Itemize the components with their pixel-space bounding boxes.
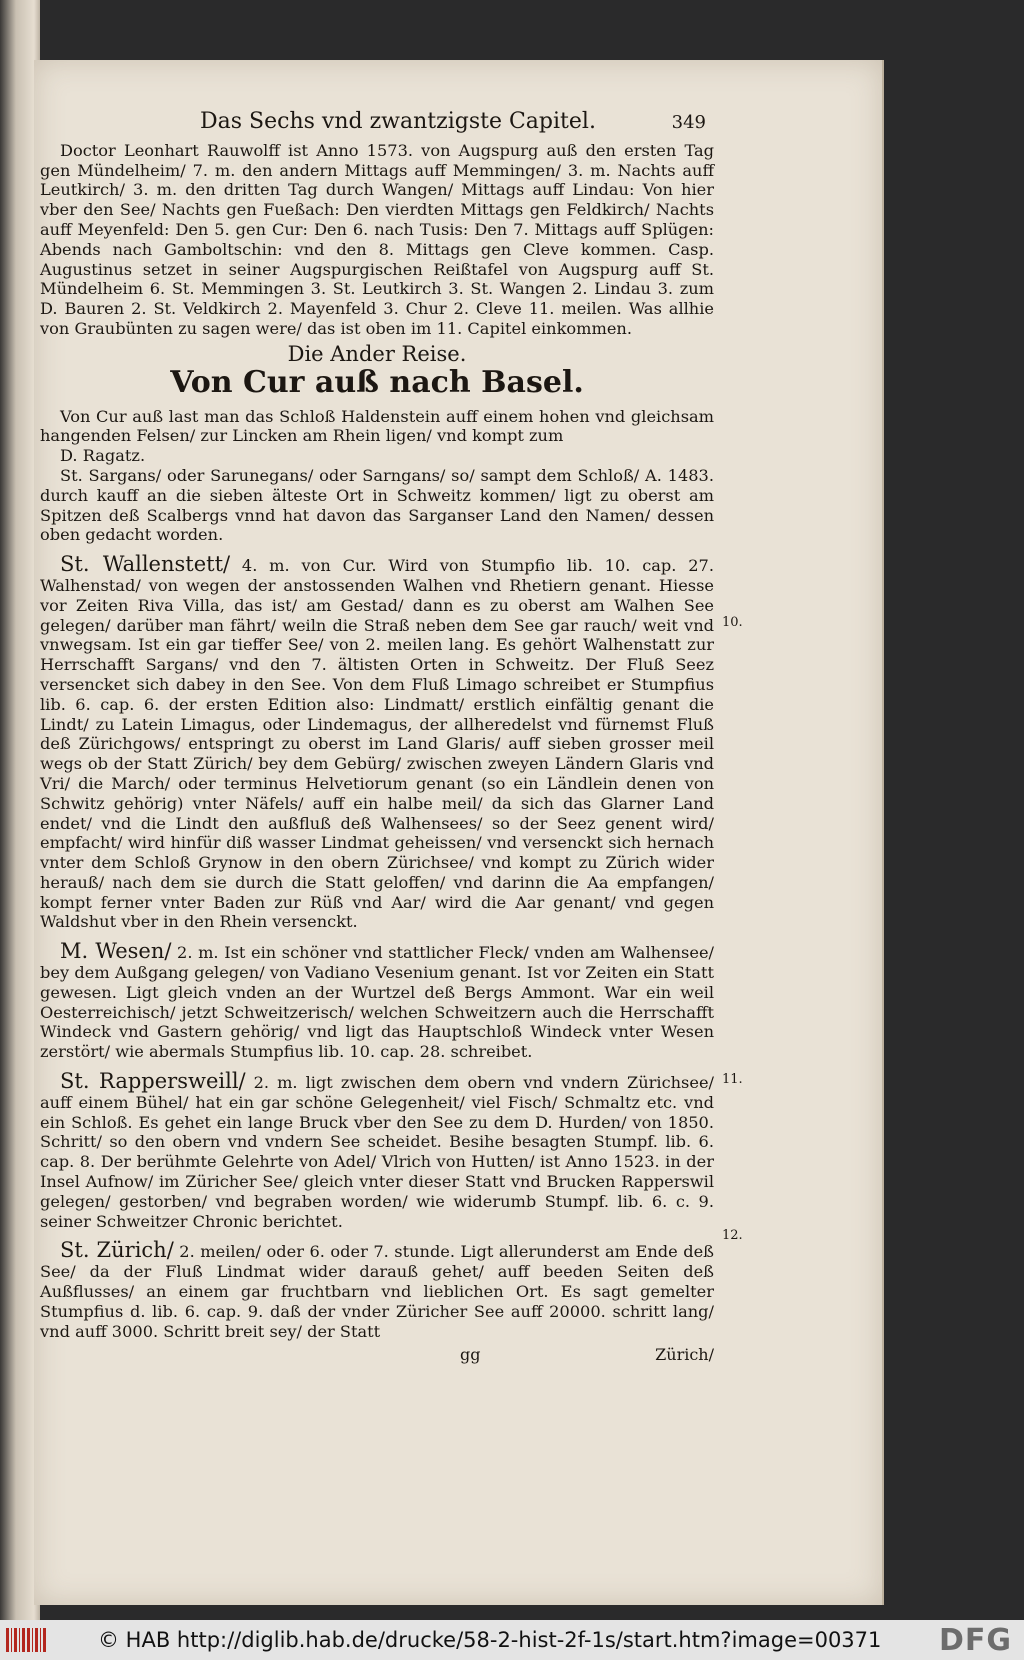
- text-zurich: 2. meilen/ oder 6. oder 7. stunde. Ligt allerunderst am Ende deß See/ da der Fluß Lindmat wider darauß gehet/ auff beeden Seiten deß Außflusses/ an einem gar fruchtbarn vnd lieblichen Ort. Es sagt gemelter Stumpfius d. lib. 6. cap. 9. daß der vnder Züricher See auff 20000. schritt lang/ vnd auff 3000. Schritt breit sey/ der Statt: [40, 1242, 714, 1341]
- text-wallenstatt: 4. m. von Cur. Wird von Stumpfio lib. 10. cap. 27. Walhenstad/ von wegen der anstossenden Walhen vnd Rhetiern genant. Hiesse vor Zeiten Riva Villa, das ist/ am Gestad/ dann es zu oberst am Walhen See gelegen/ darüber man fährt/ weiln die Straß neben dem See gar rauch/ weit vnd vnwegsam. Ist ein gar tieffer See/ von 2. meilen lang. Es gehört Walhenstatt zur Herrschafft Sargans/ vnd den 7. ältisten Orten in Schweitz. Der Fluß Seez versencket sich dabey in den See. Von dem Fluß Limago schreibet er Stumpfius lib. 6. cap. 6. der ersten Edition also: Lindmatt/ erstlich einfältig genant die Lindt/ zu Latein Limagus, oder Lindemagus, der allheredelst vnd fürnemst Fluß deß Zürichgows/ entspringt zu oberst im Land Glaris/ auff sieben grosser meil wegs ob der Statt Zürich/ bey dem Gebürg/ zwischen zweyen Ländern Glaris vnd Vri/ die March/ oder terminus Helvetiorum genant (so ein Ländlein denen von Schwitz gehörig) vnter Näfels/ auff ein halbe meil/ da sich das Glarner Land endet/ vnd die Lindt den außfluß deß Walhensees/ so der Seez genent wird/ empfacht/ wird hinfür diß wasser Lindmat geheissen/ vnd versenckt sich hernach vnter dem Schloß Grynow in den obern Zürichsee/ vnd kompt zu Zürich wider herauß/ nach dem sie durch die Statt geloffen/ vnd darinn die Aa empfangen/ kompt ferner vnter Baden zur Rüß vnd Aar/ wird die Aar genant/ vnd gegen Waldshut vber in den Rhein versenckt.: [40, 556, 714, 932]
- paragraph-wesen: [40, 939, 714, 1062]
- page-footer-line: [40, 1345, 714, 1365]
- margin-number-11: 11.: [722, 1072, 743, 1087]
- text-rapperswil: 2. m. ligt zwischen dem obern vnd vndern Zürichsee/ auff einem Bühel/ hat ein gar schöne Gelegenheit/ viel Fisch/ Schmaltz etc. vnd ein Schloß. Es gehet ein lange Bruck vber den See zu dem D. Hurden/ von 1850. Schritt/ so den obern vnd vndern See scheidet. Besihe besagten Stumpf. lib. 6. cap. 8. Der berühmte Gelehrte von Adel/ Vlrich von Hutten/ ist Anno 1523. in der Insel Aufnow/ im Züricher See/ gleich vnter dieser Statt vnd Brucken Rapperswil gelegen/ gestorben/ vnd begraben worden/ wie widerumb Stumpf. lib. 6. c. 9. seiner Schweitzer Chronic berichtet.: [40, 1073, 714, 1231]
- page-number: 349: [671, 112, 706, 133]
- place-name-wesen: M. Wesen/: [60, 939, 172, 964]
- place-name-zurich: St. Zürich/: [60, 1238, 174, 1263]
- paragraph-sargans: St. Sargans/ oder Sarunegans/ oder Sarngans/ so/ sampt dem Schloß/ A. 1483. durch kauff an die sieben älteste Ort in Schweitz kommen/ ligt zu oberst am Spitzen deß Scalbergs vnnd hat davon das Sarganser Land den Namen/ dessen oben gedacht worden.: [40, 465, 714, 545]
- hab-logo-icon: [6, 1628, 46, 1652]
- paragraph-zurich: [40, 1238, 714, 1341]
- route-heading: Von Cur auß nach Basel.: [170, 364, 584, 400]
- paragraph-rapperswil: [40, 1069, 714, 1231]
- signature-mark: gg: [460, 1345, 481, 1365]
- margin-number-12: 12.: [722, 1228, 743, 1243]
- place-name-rapperswil: St. Rappersweill/: [60, 1069, 246, 1094]
- margin-number-10: 10.: [722, 615, 743, 630]
- chapter-title: Das Sechs vnd zwantzigste Capitel.: [200, 109, 596, 134]
- paragraph-ragatz: D. Ragatz.: [60, 446, 146, 466]
- viewer-footer: [0, 1620, 1024, 1660]
- page-text: [40, 109, 714, 1365]
- place-name-wallenstatt: St. Wallenstett/: [60, 552, 231, 577]
- text-wesen: 2. m. Ist ein schöner vnd stattlicher Fleck/ vnden am Walhensee/ bey dem Außgang gelegen/ von Vadiano Vesenium genant. Ist vor Zeiten ein Statt gewesen. Ligt gleich vnden an der Wurtzel deß Bergs Ammont. War ein weil Oesterreichisch/ jetzt Schweitzerisch/ welchen Schweitzern auch die Herrschafft Windeck vnd Gastern gehörig/ vnd ligt das Hauptschloß Windeck vnter Wesen zerstört/ wie abermals Stumpfius lib. 10. cap. 28. schreibet.: [40, 943, 714, 1062]
- dfg-logo: DFG: [938, 1623, 1012, 1658]
- copyright-link[interactable]: © HAB http://diglib.hab.de/drucke/58-2-hist-2f-1s/start.htm?image=00371: [98, 1628, 882, 1652]
- catchword: Zürich/: [655, 1345, 714, 1365]
- section-heading: Die Ander Reise.: [287, 341, 467, 366]
- running-head: [40, 109, 714, 134]
- paragraph-wallenstatt: [40, 552, 714, 932]
- paragraph-cur: Von Cur auß last man das Schloß Haldenstein auff einem hohen vnd gleichsam hangenden Felsen/ zur Lincken am Rhein ligen/ vnd kompt zum: [40, 406, 714, 446]
- intro-paragraph: Doctor Leonhart Rauwolff ist Anno 1573. von Augspurg auß den ersten Tag gen Mündelheim/ 7. m. den andern Mittags auff Memmingen/ 3. m. Nachts auff Leutkirch/ 3. m. den dritten Tag durch Wangen/ Mittags auff Lindau: Von hier vber den See/ Nachts gen Fueßach: Den vierdten Mittags gen Feldkirch/ Nachts auff Meyenfeld: Den 5. gen Cur: Den 6. nach Tusis: Den 7. Mittags auff Splügen: Abends nach Gamboltschin: vnd den 8. Mittags gen Cleve kommen. Casp. Augustinus setzet in seiner Augspurgischen Reißtafel von Augspurg auff St. Mündelheim 6. St. Memmingen 3. St. Leutkirch 3. St. Wangen 2. Lindau 3. zum D. Bauren 2. St. Veldkirch 2. Mayenfeld 3. Chur 2. Cleve 11. meilen. Was allhie von Graubünten zu sagen were/ das ist oben im 11. Capitel einkommen.: [40, 140, 714, 338]
